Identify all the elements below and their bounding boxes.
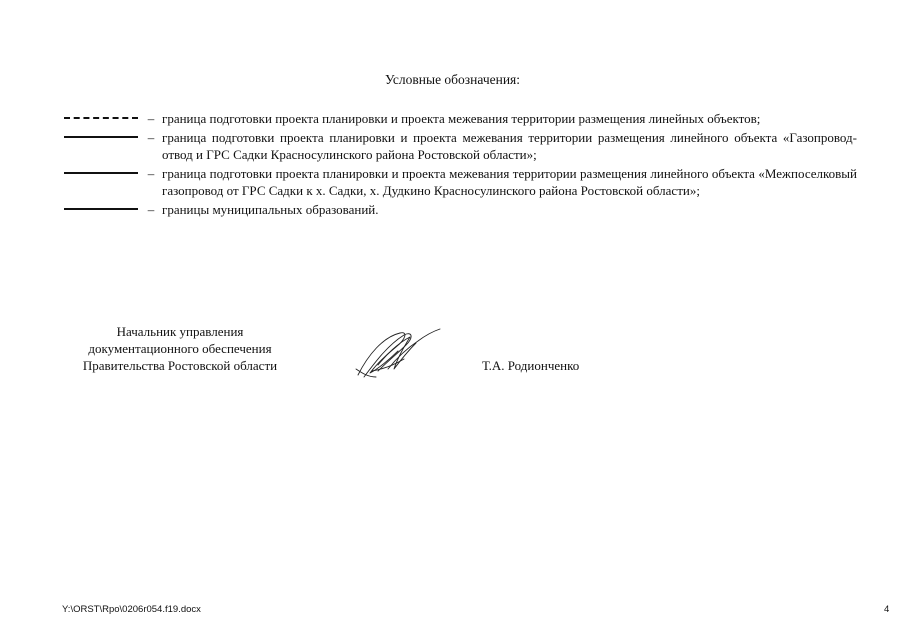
legend-dash: – bbox=[147, 130, 155, 145]
page-number: 4 bbox=[884, 604, 890, 615]
solid-line-symbol bbox=[62, 165, 140, 182]
legend-text: граница подготовки проекта планировки и проекта межевания территории размещения линейного объекта «Газопровод-отвод и ГРС Садки Красносулинского района Ростовской области»; bbox=[162, 130, 857, 162]
legend-dash: – bbox=[147, 202, 155, 217]
legend bbox=[62, 110, 857, 220]
legend-item bbox=[62, 129, 857, 163]
solid-line-symbol bbox=[62, 201, 140, 218]
legend-item bbox=[62, 201, 857, 218]
file-path: Y:\ORST\Rpo\0206r054.f19.docx bbox=[62, 604, 201, 615]
signatory-name: Т.А. Родионченко bbox=[482, 358, 580, 373]
handwritten-signature bbox=[348, 325, 448, 385]
signatory-position bbox=[50, 323, 310, 374]
legend-text: границы муниципальных образований. bbox=[162, 202, 379, 217]
legend-item bbox=[62, 110, 857, 127]
position-line: документационного обеспечения bbox=[88, 341, 272, 356]
legend-text: граница подготовки проекта планировки и проекта межевания территории размещения линейного объекта «Межпоселковый газопровод от ГРС Садки к х. Садки, х. Дудкино Красносулинского района Ростовской области»; bbox=[162, 166, 857, 198]
solid-line-symbol bbox=[62, 129, 140, 146]
legend-text: граница подготовки проекта планировки и проекта межевания территории размещения линейных объектов; bbox=[162, 111, 761, 126]
legend-title: Условные обозначения: bbox=[384, 72, 521, 87]
legend-dash: – bbox=[147, 111, 155, 126]
position-line: Правительства Ростовской области bbox=[82, 358, 278, 373]
dashed-line-symbol bbox=[62, 110, 140, 127]
legend-dash: – bbox=[147, 166, 155, 181]
position-line: Начальник управления bbox=[116, 324, 244, 339]
legend-item bbox=[62, 165, 857, 199]
